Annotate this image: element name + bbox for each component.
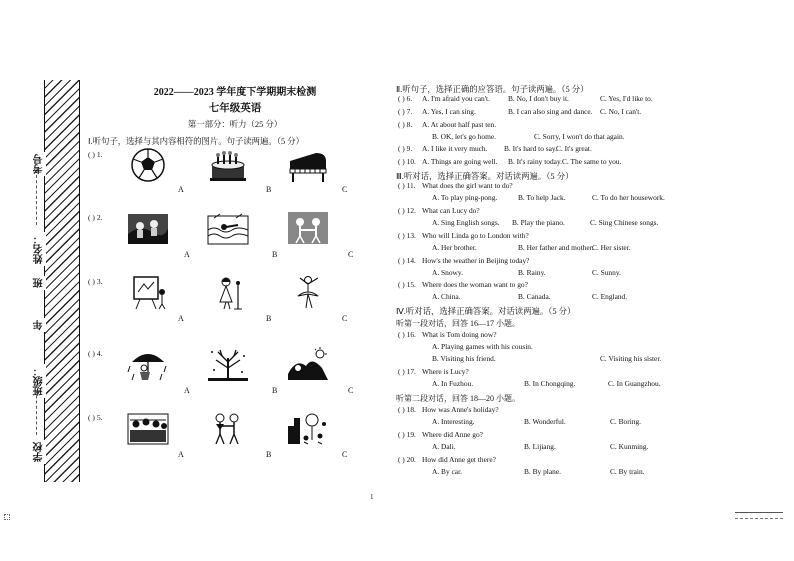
school-label: 学校 <box>34 442 45 462</box>
option-b: B. Lijiang. <box>524 442 556 451</box>
dancing-picture <box>286 210 330 246</box>
question-text: What can Lucy do? <box>422 206 480 215</box>
section1-heading: Ⅰ.听句子，选择与其内容相符的图片。句子读两遍。（5 分） <box>88 137 305 146</box>
question-text: What does the girl want to do? <box>422 181 513 190</box>
option-c: C. England. <box>592 292 628 301</box>
option-b: B. It's hard to say. <box>504 144 557 153</box>
option-label: A <box>178 314 184 323</box>
page-number: 1 <box>370 493 374 501</box>
name-line <box>36 175 37 225</box>
option-a: A. China. <box>432 292 461 301</box>
option-a: A. Snowy. <box>432 268 463 277</box>
option-c: C. Visiting his sister. <box>600 354 662 363</box>
option-label: B <box>266 314 272 323</box>
question-number: ( ) 3. <box>88 277 103 286</box>
class-label: 班级： <box>34 366 45 396</box>
option-a: A. Her brother. <box>432 243 477 252</box>
option-c: C. Sing Chinese songs. <box>590 218 659 227</box>
option-label: B <box>266 185 272 194</box>
question-text: Who will Linda go to London with? <box>422 231 529 240</box>
question-number: ( ) 4. <box>88 349 103 358</box>
option-b: B. Her father and mother. <box>518 243 594 252</box>
section3-heading: Ⅲ.听对话，选择正确答案。对话读两遍。（5 分） <box>396 172 574 181</box>
option-c: C. In Guangzhou. <box>608 379 661 388</box>
question-number: ( ) 18. <box>398 405 416 414</box>
question-text: How's the weather in Beijing today? <box>422 256 530 265</box>
option-c: C. No, I can't. <box>600 107 642 116</box>
option-c: C. It's great. <box>556 144 592 153</box>
option-c: C. Sunny. <box>592 268 621 277</box>
option-b: B. Play the piano. <box>512 218 565 227</box>
option-a: A. In Fuzhou. <box>432 379 474 388</box>
option-b: B. Canada. <box>518 292 551 301</box>
rainy-umbrella-picture <box>126 346 170 382</box>
footer-mark <box>735 512 783 519</box>
birthday-cake-picture <box>206 147 250 183</box>
option-label: C <box>342 450 348 459</box>
option-b: B. Wonderful. <box>524 417 566 426</box>
option-c: C. Yes, I'd like to. <box>600 94 653 103</box>
question-number: ( ) 19. <box>398 430 416 439</box>
question-number: ( ) 10. <box>398 157 416 166</box>
question-number: ( ) 7. <box>398 107 413 116</box>
grade-char-label: 年 <box>34 320 45 330</box>
exam-number-label: 考号 <box>34 154 45 174</box>
option-a: A. Things are going well. <box>422 157 498 166</box>
option-a: A. At about half past ten. <box>422 120 497 129</box>
option-b: B. Rainy. <box>518 268 546 277</box>
question-number: ( ) 12. <box>398 206 416 215</box>
exam-title: 2022——2023 学年度下学期期末检测 <box>153 87 317 98</box>
option-b: B. It's rainy today. <box>508 157 563 166</box>
section2-heading: Ⅱ.听句子，选择正确的应答语。句子读两遍。（5 分） <box>396 85 589 94</box>
option-a: A. Playing games with his cousin. <box>432 342 533 351</box>
binding-hatch <box>44 80 80 482</box>
question-number: ( ) 6. <box>398 94 413 103</box>
option-b: B. I can also sing and dance. <box>508 107 593 116</box>
walking-together-picture <box>206 410 250 446</box>
option-label: B <box>266 450 272 459</box>
option-c: C. Sorry, I won't do that again. <box>534 132 625 141</box>
question-text: What is Tom doing now? <box>422 330 497 339</box>
option-b: B. In Chongqing. <box>524 379 576 388</box>
option-b: B. OK, let's go home. <box>432 132 496 141</box>
name-label: 姓名： <box>34 234 45 264</box>
piano-picture <box>286 147 330 183</box>
group-of-kids-picture <box>126 410 170 446</box>
question-number: ( ) 16. <box>398 330 416 339</box>
question-number: ( ) 9. <box>398 144 413 153</box>
option-b: B. By plane. <box>524 467 561 476</box>
question-number: ( ) 8. <box>398 120 413 129</box>
option-label: A <box>184 386 190 395</box>
question-number: ( ) 20. <box>398 455 416 464</box>
option-b: B. To help Jack. <box>518 193 566 202</box>
option-label: B <box>272 386 278 395</box>
question-text: How was Anne's holiday? <box>422 405 499 414</box>
soccer-ball-picture <box>126 147 170 183</box>
section4-first-dialog: 听第一段对话，回答 16—17 小题。 <box>396 319 520 328</box>
question-number: ( ) 1. <box>88 150 103 159</box>
option-b: B. No, I don't buy it. <box>508 94 569 103</box>
corner-mark <box>4 514 10 520</box>
option-c: C. By train. <box>610 467 645 476</box>
option-label: A <box>178 185 184 194</box>
option-c: C. To do her housework. <box>592 193 665 202</box>
snowy-tree-picture <box>206 346 250 382</box>
question-number: ( ) 5. <box>88 413 103 422</box>
section4-second-dialog: 听第二段对话，回答 18—20 小题。 <box>396 394 520 403</box>
option-c: C. The same to you. <box>562 157 622 166</box>
option-a: A. By car. <box>432 467 462 476</box>
question-number: ( ) 17. <box>398 367 416 376</box>
option-c: C. Kunming. <box>610 442 649 451</box>
ballet-dancer-picture <box>286 274 330 310</box>
singing-girl-picture <box>206 274 250 310</box>
swimming-picture <box>206 210 250 246</box>
part-label: 第一部分：听力（25 分） <box>187 120 283 129</box>
option-label: A <box>178 450 184 459</box>
option-a: A. Sing English songs. <box>432 218 500 227</box>
option-label: A <box>184 250 190 259</box>
option-a: A. Dali. <box>432 442 456 451</box>
question-number: ( ) 15. <box>398 280 416 289</box>
option-b: B. Visiting his friend. <box>432 354 496 363</box>
question-text: Where did Anne go? <box>422 430 483 439</box>
section4-heading: Ⅳ.听对话，选择正确答案。对话读两遍。（5 分） <box>396 307 576 316</box>
question-text: Where does the woman want to go? <box>422 280 528 289</box>
option-label: C <box>342 185 348 194</box>
drawing-board-picture <box>126 274 170 310</box>
question-number: ( ) 14. <box>398 256 416 265</box>
people-outdoors-picture <box>126 210 170 246</box>
question-text: Where is Lucy? <box>422 367 469 376</box>
question-number: ( ) 11. <box>398 181 416 190</box>
option-a: A. Interesting. <box>432 417 475 426</box>
question-text: How did Anne get there? <box>422 455 496 464</box>
exam-subtitle: 七年级英语 <box>208 103 262 114</box>
city-park-picture <box>286 410 330 446</box>
option-a: A. Yes, I can sing. <box>422 107 476 116</box>
option-c: C. Boring. <box>610 417 642 426</box>
option-label: B <box>272 250 278 259</box>
option-a: A. To play ping-pong. <box>432 193 498 202</box>
class-char-label: 班 <box>34 278 45 288</box>
school-line <box>36 385 37 435</box>
option-c: C. Her sister. <box>592 243 631 252</box>
option-label: C <box>348 386 354 395</box>
option-a: A. I'm afraid you can't. <box>422 94 490 103</box>
question-number: ( ) 13. <box>398 231 416 240</box>
option-label: C <box>348 250 354 259</box>
option-a: A. I like it very much. <box>422 144 488 153</box>
question-number: ( ) 2. <box>88 213 103 222</box>
sunny-day-picture <box>286 346 330 382</box>
option-label: C <box>342 314 348 323</box>
